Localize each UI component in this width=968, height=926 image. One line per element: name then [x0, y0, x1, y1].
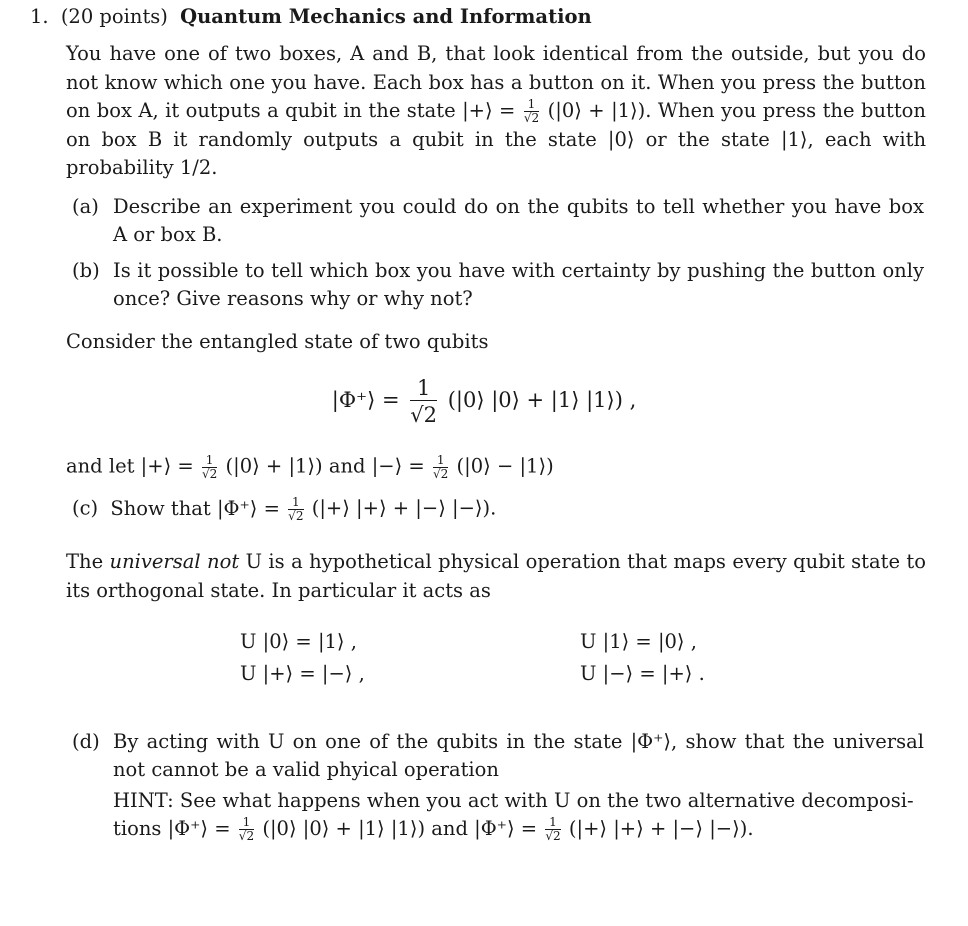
bell-state-equation — [0, 376, 968, 427]
intro-fraction: $\frac{1}{√2}$ — [523, 97, 540, 125]
part-d-hint-line-2: tions |Φ⁺⟩ = $\frac{1}{√2}$ (|0⟩ |0⟩ + |1⟩ |1⟩) and |Φ⁺⟩ = $\frac{1}{√2}$ (|+⟩ |+⟩ + |−⟩ |−⟩). — [113, 815, 754, 843]
bell-lhs: |Φ⁺⟩ = — [331, 388, 407, 413]
u-action-minus: U |−⟩ = |+⟩ . — [580, 662, 705, 685]
u-action-0: U |0⟩ = |1⟩ , — [240, 630, 357, 653]
part-b-text: Is it possible to tell which box you have with certainty by pushing the button only once? Give reasons why or why not? — [113, 259, 924, 310]
intro-paragraph — [66, 40, 926, 183]
intro-text-2: (|0⟩ + |1⟩). When you press the button on box B it randomly outputs a qubit in the state |0⟩ or the state |1⟩, each with probability 1/2. — [66, 99, 926, 179]
question-header — [30, 5, 592, 28]
hint-fraction-2: $\frac{1}{√2}$ — [545, 815, 561, 843]
hint-fraction-1: $\frac{1}{√2}$ — [238, 815, 255, 843]
u-actions-right — [580, 626, 705, 690]
bell-fraction: $\frac{1}{√2}$ — [410, 376, 438, 428]
part-d — [72, 728, 924, 843]
question-number: 1. — [30, 5, 49, 28]
part-d-text: By acting with U on one of the qubits in the state |Φ⁺⟩, show that the universal not cannot be a valid phyical operation — [113, 730, 924, 781]
u-action-1: U |1⟩ = |0⟩ , — [580, 630, 697, 653]
bell-rhs: (|0⟩ |0⟩ + |1⟩ |1⟩) , — [441, 388, 637, 413]
consider-text: Consider the entangled state of two qubits — [66, 330, 489, 353]
plus-fraction: $\frac{1}{√2}$ — [201, 453, 218, 481]
part-a — [72, 193, 924, 249]
universal-not-emphasis: universal not — [109, 550, 240, 573]
and-let-line: and let |+⟩ = $\frac{1}{√2}$ (|0⟩ + |1⟩) and |−⟩ = $\frac{1}{√2}$ (|0⟩ − |1⟩) — [66, 453, 554, 481]
part-c: (c) Show that |Φ⁺⟩ = $\frac{1}{√2}$ (|+⟩ |+⟩ + |−⟩ |−⟩). — [72, 495, 497, 523]
question-title: Quantum Mechanics and Information — [180, 5, 592, 28]
part-d-hint-line-1: HINT: See what happens when you act with U on the two alternative decomposi- — [113, 789, 914, 812]
part-b — [72, 257, 924, 313]
universal-not-paragraph: The universal not U is a hypothetical physical operation that maps every qubit state to its orthogonal state. In particular it acts as — [66, 550, 927, 602]
part-a-text: Describe an experiment you could do on the qubits to tell whether you have box A or box B. — [113, 195, 924, 246]
intro-text-1: You have one of two boxes, A and B, that look identical from the outside, but you do not know which one you have. Each box has a button on it. When you press the button on box A, it outputs a qubit in the state |+⟩ = — [66, 42, 926, 122]
u-actions-left — [240, 626, 365, 690]
minus-fraction: $\frac{1}{√2}$ — [432, 453, 449, 481]
part-a-label: (a) — [72, 195, 99, 218]
question-points: (20 points) — [60, 5, 168, 28]
part-b-label: (b) — [72, 259, 100, 282]
u-action-plus: U |+⟩ = |−⟩ , — [240, 662, 365, 685]
part-c-label: (c) — [72, 496, 99, 520]
part-d-label: (d) — [72, 730, 100, 753]
part-c-fraction: $\frac{1}{√2}$ — [288, 495, 304, 523]
